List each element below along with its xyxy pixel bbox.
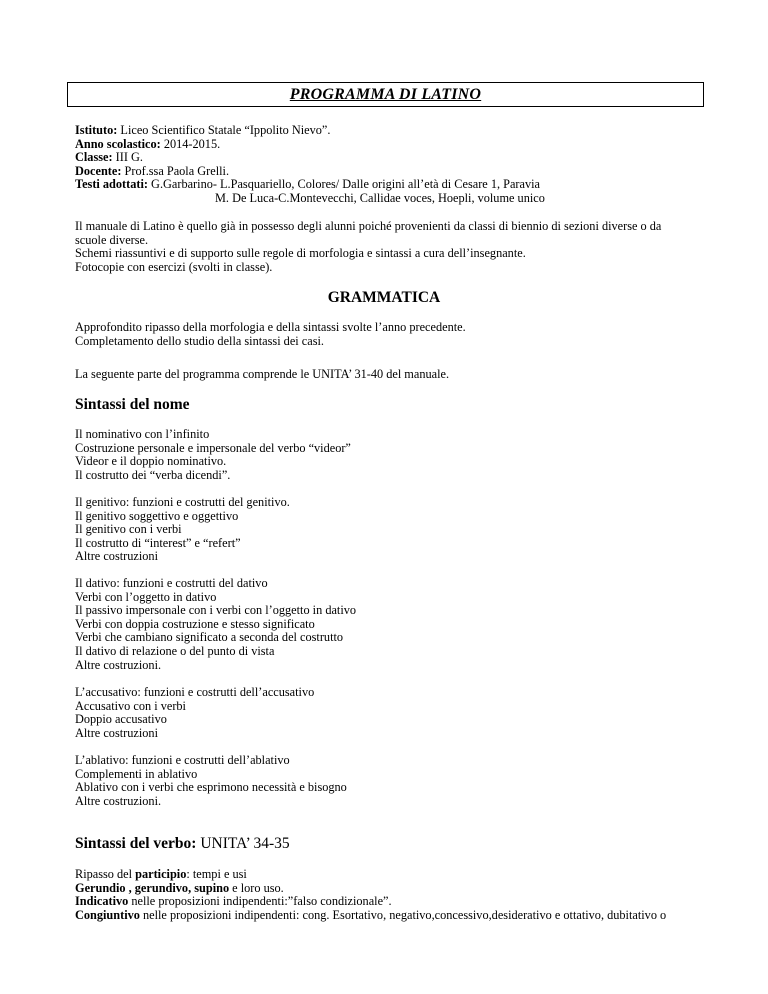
list-item: Altre costruzioni. bbox=[75, 657, 162, 672]
grammatica-heading: GRAMMATICA bbox=[327, 289, 441, 306]
list-item: Il genitivo con i verbi bbox=[75, 522, 182, 537]
intro-line: Fotocopie con esercizi (svolti in classe). bbox=[75, 259, 273, 274]
info-testi: Testi adottati: G.Garbarino- L.Pasquariello, Colores/ Dalle origini all’età di Cesare 1, Paravia bbox=[75, 177, 540, 192]
unita-note: La seguente parte del programma comprende le UNITA’ 31-40 del manuale. bbox=[75, 367, 450, 381]
list-item: Altre costruzioni bbox=[75, 725, 158, 740]
list-item: Ablativo con i verbi che esprimono necessità e bisogno bbox=[75, 780, 347, 795]
sintassi-nome-heading: Sintassi del nome bbox=[75, 396, 190, 413]
intro-line: Il manuale di Latino è quello già in possesso degli alunni poiché provenienti da classi di biennio di sezioni diverse o da bbox=[75, 219, 662, 233]
verbo-line: Congiuntivo nelle proposizioni indipendenti: cong. Esortativo, negativo,concessivo,desiderativo e ottativo, dubitativo o bbox=[75, 907, 667, 922]
list-item: Costruzione personale e impersonale del verbo “videor” bbox=[75, 440, 351, 455]
list-item: Il dativo: funzioni e costrutti del dativo bbox=[75, 576, 268, 590]
intro-line: Schemi riassuntivi e di supporto sulle regole di morfologia e sintassi a cura dell’insegnante. bbox=[75, 246, 526, 261]
verbo-line: Indicativo nelle proposizioni indipendenti:”falso condizionale”. bbox=[75, 894, 392, 909]
intro-block bbox=[75, 220, 715, 274]
list-item: Videor e il doppio nominativo. bbox=[75, 454, 227, 469]
info-anno: Anno scolastico: 2014-2015. bbox=[75, 136, 221, 151]
list-item: Il costrutto di “interest” e “refert” bbox=[75, 535, 241, 550]
list-item: Altre costruzioni. bbox=[75, 793, 162, 808]
sintassi-verbo-heading: Sintassi del verbo: UNITA’ 34-35 bbox=[75, 835, 290, 852]
intro-line: scuole diverse. bbox=[75, 232, 149, 247]
list-item: Il dativo di relazione o del punto di vista bbox=[75, 643, 275, 658]
list-item: Verbi che cambiano significato a seconda del costrutto bbox=[75, 630, 344, 645]
list-item: Complementi in ablativo bbox=[75, 766, 198, 781]
page-title: PROGRAMMA DI LATINO bbox=[289, 85, 482, 103]
list-item: Verbi con doppia costruzione e stesso significato bbox=[75, 616, 315, 631]
list-item: Altre costruzioni bbox=[75, 549, 158, 564]
list-item: Il genitivo soggettivo e oggettivo bbox=[75, 508, 239, 523]
list-item: Il costrutto dei “verba dicendi”. bbox=[75, 467, 231, 482]
verbo-block bbox=[75, 868, 715, 922]
group-dativo bbox=[75, 577, 715, 672]
list-item: Il nominativo con l’infinito bbox=[75, 427, 210, 441]
grammatica-intro bbox=[75, 321, 715, 348]
title-box bbox=[67, 82, 704, 107]
group-accusativo bbox=[75, 686, 715, 740]
group-ablativo bbox=[75, 754, 715, 808]
group-nominativo bbox=[75, 428, 715, 482]
list-item: L’ablativo: funzioni e costrutti dell’ablativo bbox=[75, 753, 290, 767]
info-istituto: Istituto: Liceo Scientifico Statale “Ippolito Nievo”. bbox=[75, 123, 331, 137]
list-item: Il genitivo: funzioni e costrutti del genitivo. bbox=[75, 495, 290, 509]
group-genitivo bbox=[75, 496, 715, 564]
info-block bbox=[75, 124, 715, 206]
info-testi-line2: M. De Luca-C.Montevecchi, Callidae voces, Hoepli, volume unico bbox=[215, 190, 545, 205]
list-item: L’accusativo: funzioni e costrutti dell’accusativo bbox=[75, 685, 315, 699]
list-item: Verbi con l’oggetto in dativo bbox=[75, 589, 217, 604]
list-item: Doppio accusativo bbox=[75, 712, 167, 727]
verbo-line: Ripasso del participio: tempi e usi bbox=[75, 867, 247, 881]
info-docente: Docente: Prof.ssa Paola Grelli. bbox=[75, 163, 230, 178]
grammatica-line: Completamento dello studio della sintassi dei casi. bbox=[75, 333, 324, 348]
list-item: Il passivo impersonale con i verbi con l’oggetto in dativo bbox=[75, 603, 357, 618]
grammatica-line: Approfondito ripasso della morfologia e della sintassi svolte l’anno precedente. bbox=[75, 320, 466, 334]
verbo-line: Gerundio , gerundivo, supino e loro uso. bbox=[75, 880, 284, 895]
list-item: Accusativo con i verbi bbox=[75, 698, 186, 713]
info-classe: Classe: III G. bbox=[75, 150, 143, 165]
